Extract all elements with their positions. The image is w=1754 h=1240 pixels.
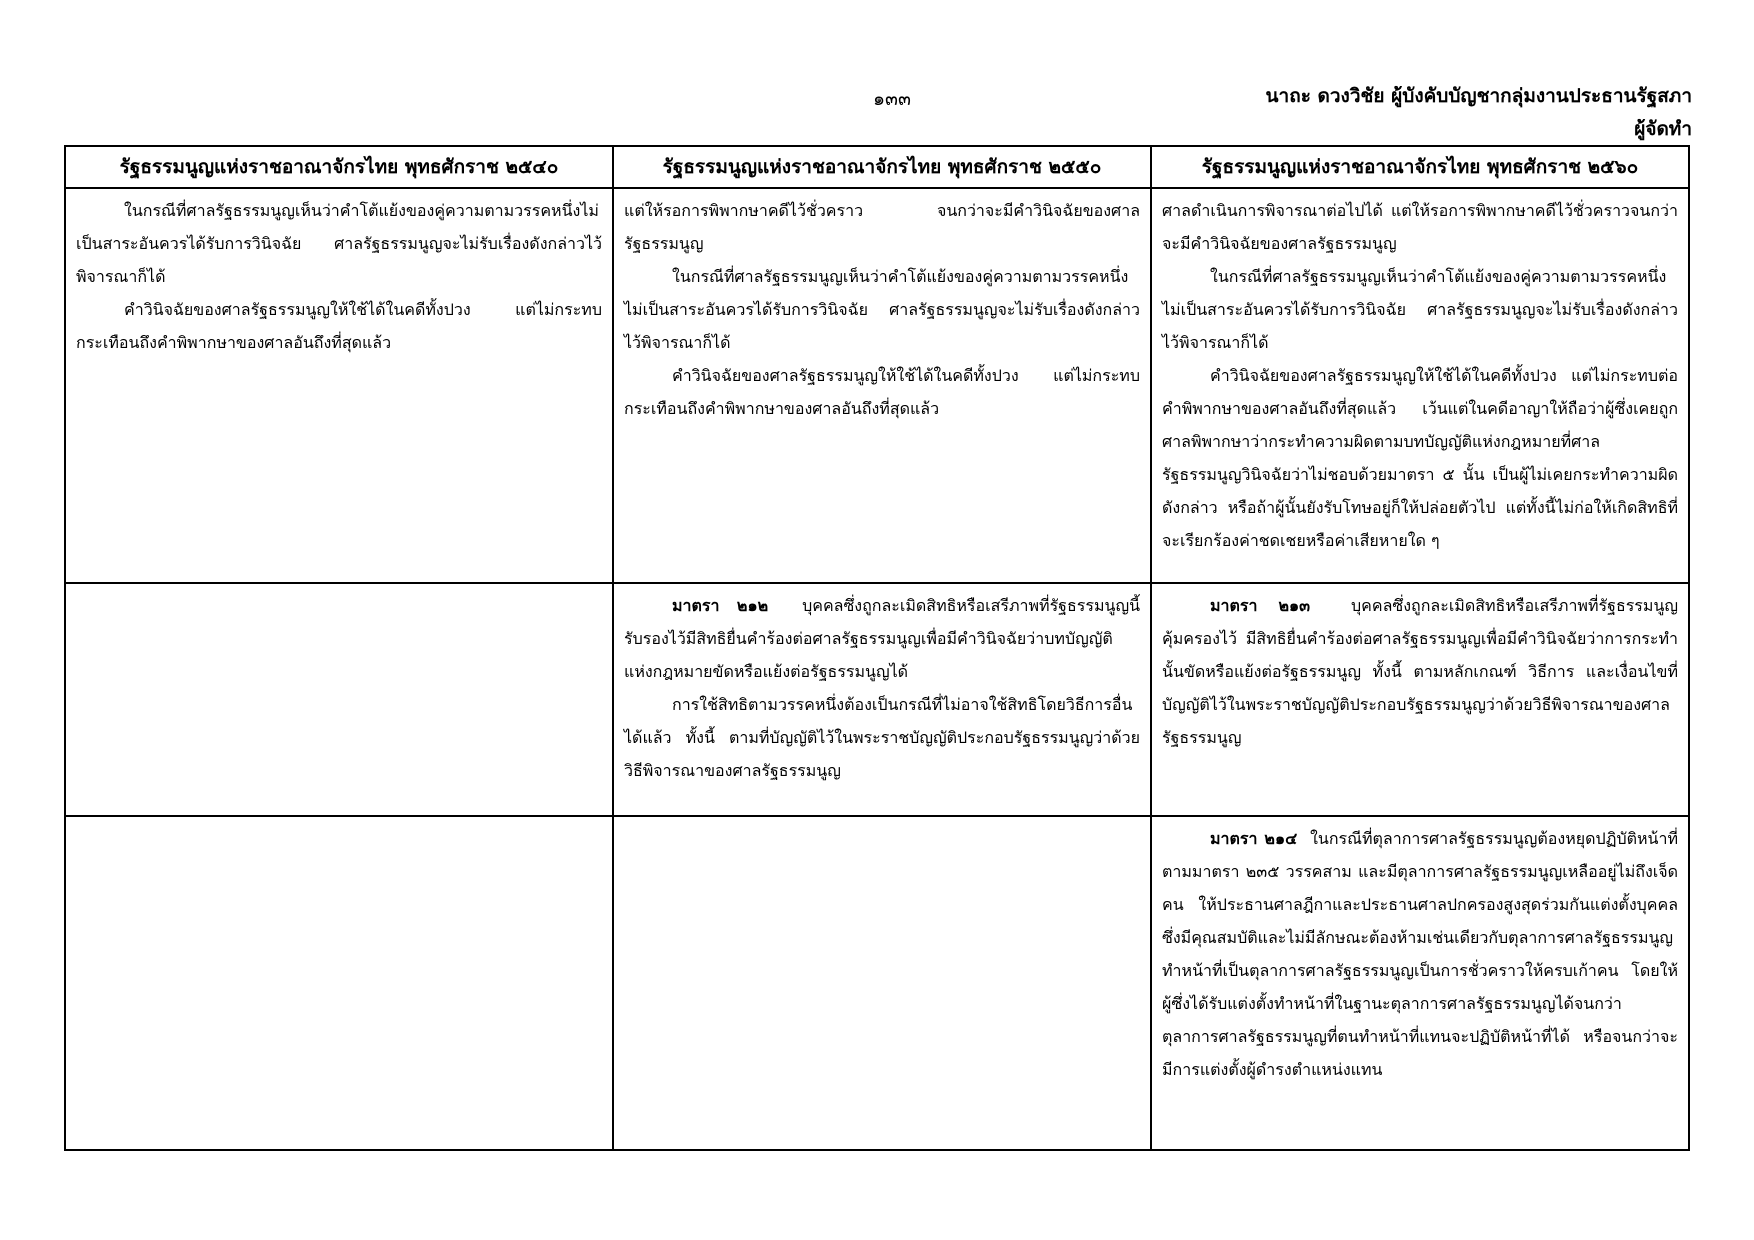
paragraph <box>1162 589 1678 754</box>
cell-2540-row3-empty <box>65 816 613 1150</box>
cell-2560-row3 <box>1151 816 1689 1150</box>
section-number: มาตรา ๒๑๓ <box>1210 596 1311 615</box>
column-header-2550: รัฐธรรมนูญแห่งราชอาณาจักรไทย พุทธศักราช ๒๕๕๐ <box>613 146 1151 188</box>
cell-2540-row1 <box>65 188 613 583</box>
section-text: บุคคลซึ่งถูกละเมิดสิทธิหรือเสรีภาพที่รัฐธรรมนูญคุ้มครองไว้ มีสิทธิยื่นคำร้องต่อศาลรัฐธรรมนูญเพื่อมีคำวินิจฉัยว่าการกระทำนั้นขัดหรือแย้งต่อรัฐธรรมนูญ ทั้งนี้ ตามหลักเกณฑ์ วิธีการ และเงื่อนไขที่บัญญัติไว้ในพระราชบัญญัติประกอบรัฐธรรมนูญว่าด้วยวิธีพิจารณาของศาลรัฐธรรมนูญ <box>1162 596 1679 747</box>
table-row <box>65 583 1689 816</box>
paragraph: ในกรณีที่ศาลรัฐธรรมนูญเห็นว่าคำโต้แย้งของคู่ความตามวรรคหนึ่งไม่เป็นสาระอันควรได้รับการวินิจฉัย ศาลรัฐธรรมนูญจะไม่รับเรื่องดังกล่าวไว้พิจารณาก็ได้ <box>76 201 602 286</box>
paragraph <box>1162 822 1678 1086</box>
cell-2540-row2-empty <box>65 583 613 816</box>
section-text: ในกรณีที่ตุลาการศาลรัฐธรรมนูญต้องหยุดปฏิบัติหน้าที่ตามมาตรา ๒๓๕ วรรคสาม และมีตุลาการศาลรัฐธรรมนูญเหลืออยู่ไม่ถึงเจ็ดคน ให้ประธานศาลฎีกาและประธานศาลปกครองสูงสุดร่วมกันแต่งตั้งบุคคลซึ่งมีคุณสมบัติและไม่มีลักษณะต้องห้ามเช่นเดียวกับตุลาการศาลรัฐธรรมนูญทำหน้าที่เป็นตุลาการศาลรัฐธรรมนูญเป็นการชั่วคราวให้ครบเก้าคน โดยให้ผู้ซึ่งได้รับแต่งตั้งทำหน้าที่ในฐานะตุลาการศาลรัฐธรรมนูญได้จนกว่าตุลาการศาลรัฐธรรมนูญที่ตนทำหน้าที่แทนจะปฏิบัติหน้าที่ได้ หรือจนกว่าจะมีการแต่งตั้งผู้ดำรงตำแหน่งแทน <box>1162 829 1678 1079</box>
section-number: มาตรา ๒๑๔ <box>1210 829 1298 848</box>
author-name-line: นาถะ ดวงวิชัย ผู้บังคับบัญชากลุ่มงานประธานรัฐสภา <box>1265 85 1692 107</box>
constitution-comparison-table <box>64 145 1690 1151</box>
table-row <box>65 188 1689 583</box>
author-credit <box>1052 80 1692 146</box>
paragraph: ศาลดำเนินการพิจารณาต่อไปได้ แต่ให้รอการพิพากษาคดีไว้ชั่วคราวจนกว่าจะมีคำวินิจฉัยของศาลรัฐธรรมนูญ <box>1162 201 1678 253</box>
column-header-2540: รัฐธรรมนูญแห่งราชอาณาจักรไทย พุทธศักราช ๒๕๔๐ <box>65 146 613 188</box>
cell-2560-row2 <box>1151 583 1689 816</box>
paragraph: คำวินิจฉัยของศาลรัฐธรรมนูญให้ใช้ได้ในคดีทั้งปวง แต่ไม่กระทบกระเทือนถึงคำพิพากษาของศาลอันถึงที่สุดแล้ว <box>624 366 1140 418</box>
page-number: ๑๓๓ <box>872 88 912 110</box>
section-number: มาตรา ๒๑๒ <box>672 596 769 615</box>
paragraph: ในกรณีที่ศาลรัฐธรรมนูญเห็นว่าคำโต้แย้งของคู่ความตามวรรคหนึ่ง ไม่เป็นสาระอันควรได้รับการวินิจฉัย ศาลรัฐธรรมนูญจะไม่รับเรื่องดังกล่าวไว้พิจารณาก็ได้ <box>1162 267 1678 352</box>
cell-2550-row2 <box>613 583 1151 816</box>
paragraph: คำวินิจฉัยของศาลรัฐธรรมนูญให้ใช้ได้ในคดีทั้งปวง แต่ไม่กระทบกระเทือนถึงคำพิพากษาของศาลอันถึงที่สุดแล้ว <box>76 300 602 352</box>
author-role-line: ผู้จัดทำ <box>1634 118 1692 140</box>
cell-2550-row3-empty <box>613 816 1151 1150</box>
paragraph <box>624 589 1140 688</box>
paragraph: การใช้สิทธิตามวรรคหนึ่งต้องเป็นกรณีที่ไม่อาจใช้สิทธิโดยวิธีการอื่นได้แล้ว ทั้งนี้ ตามที่บัญญัติไว้ในพระราชบัญญัติประกอบรัฐธรรมนูญว่าด้วยวิธีพิจารณาของศาลรัฐธรรมนูญ <box>624 695 1140 780</box>
cell-2550-row1 <box>613 188 1151 583</box>
table-row <box>65 816 1689 1150</box>
paragraph: ในกรณีที่ศาลรัฐธรรมนูญเห็นว่าคำโต้แย้งของคู่ความตามวรรคหนึ่งไม่เป็นสาระอันควรได้รับการวินิจฉัย ศาลรัฐธรรมนูญจะไม่รับเรื่องดังกล่าวไว้พิจารณาก็ได้ <box>624 267 1140 352</box>
paragraph: แต่ให้รอการพิพากษาคดีไว้ชั่วคราว จนกว่าจะมีคำวินิจฉัยของศาลรัฐธรรมนูญ <box>624 201 1140 253</box>
column-header-2560: รัฐธรรมนูญแห่งราชอาณาจักรไทย พุทธศักราช ๒๕๖๐ <box>1151 146 1689 188</box>
paragraph: คำวินิจฉัยของศาลรัฐธรรมนูญให้ใช้ได้ในคดีทั้งปวง แต่ไม่กระทบต่อคำพิพากษาของศาลอันถึงที่สุดแล้ว เว้นแต่ในคดีอาญาให้ถือว่าผู้ซึ่งเคยถูกศาลพิพากษาว่ากระทำความผิดตามบทบัญญัติแห่งกฎหมายที่ศาลรัฐธรรมนูญวินิจฉัยว่าไม่ชอบด้วยมาตรา ๕ นั้น เป็นผู้ไม่เคยกระทำความผิดดังกล่าว หรือถ้าผู้นั้นยังรับโทษอยู่ก็ให้ปล่อยตัวไป แต่ทั้งนี้ไม่ก่อให้เกิดสิทธิที่จะเรียกร้องค่าชดเชยหรือค่าเสียหายใด ๆ <box>1162 366 1678 550</box>
section-text: บุคคลซึ่งถูกละเมิดสิทธิหรือเสรีภาพที่รัฐธรรมนูญนี้รับรองไว้มีสิทธิยื่นคำร้องต่อศาลรัฐธรรมนูญเพื่อมีคำวินิจฉัยว่าบทบัญญัติแห่งกฎหมายขัดหรือแย้งต่อรัฐธรรมนูญได้ <box>624 596 1141 681</box>
cell-2560-row1 <box>1151 188 1689 583</box>
table-header-row <box>65 146 1689 188</box>
